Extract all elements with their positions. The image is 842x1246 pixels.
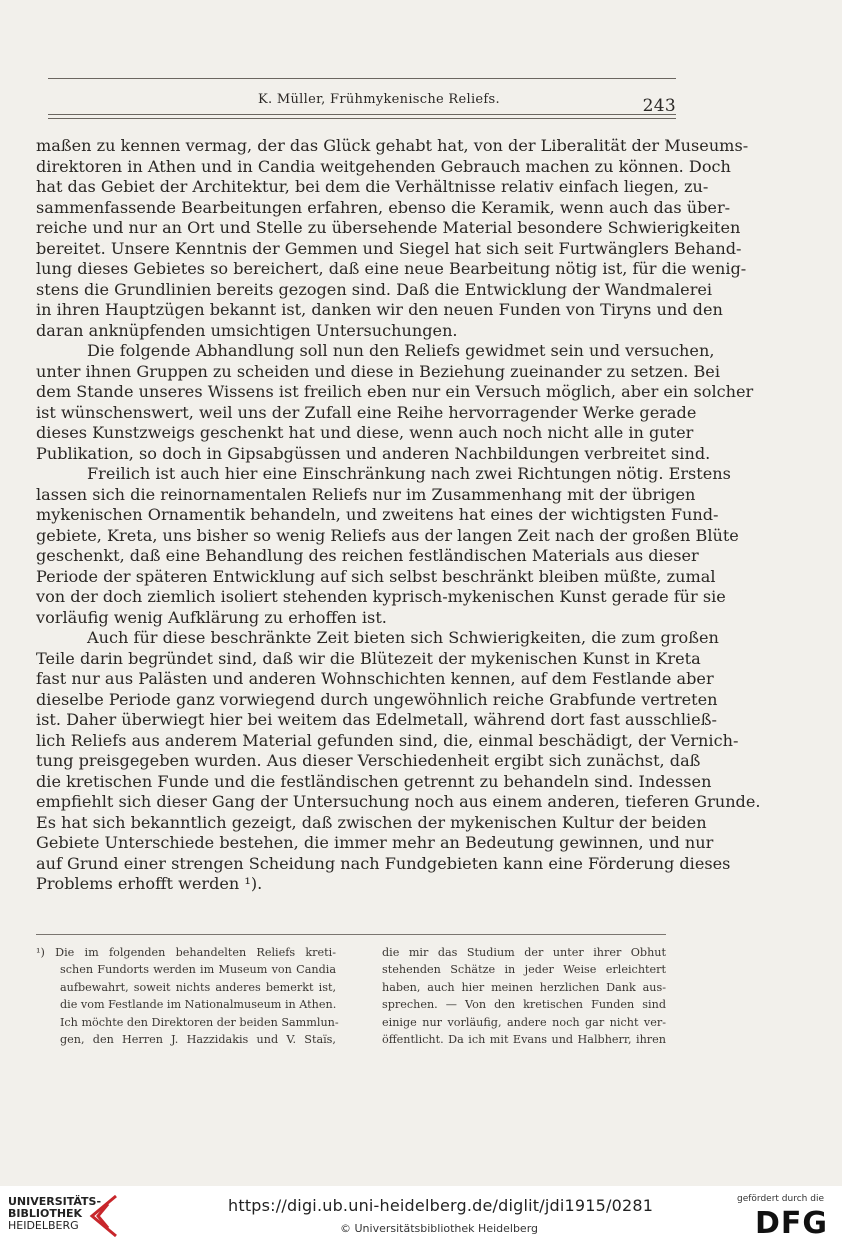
- body-line: direktoren in Athen und in Candia weitgehenden Gebrauch machen zu können. Doch: [36, 156, 731, 176]
- body-line: Publikation, so doch in Gipsabgüssen und anderen Nachbildungen verbreitet sind.: [36, 443, 711, 463]
- body-line: dem Stande unseres Wissens ist freilich eben nur ein Versuch möglich, aber ein solcher: [36, 382, 754, 401]
- footnote-line: Ich möchte den Direktoren der beiden Sammlun-: [60, 1015, 339, 1029]
- footnote-line: gen, den Herren J. Hazzidakis und V. Staïs,: [60, 1032, 336, 1046]
- footnote-line: schen Fundorts werden im Museum von Candia: [60, 963, 336, 977]
- page-number: 243: [642, 96, 676, 116]
- body-line: Auch für diese beschränkte Zeit bieten sich Schwierigkeiten, die zum großen: [87, 628, 719, 647]
- footnote-rule: [36, 934, 666, 935]
- library-name-line3: HEIDELBERG: [8, 1219, 79, 1232]
- body-line: die kretischen Funde und die festländischen getrennt zu behandeln sind. Indessen: [36, 771, 712, 791]
- body-line: lich Reliefs aus anderem Material gefunden sind, die, einmal beschädigt, der Vernich-: [36, 730, 739, 750]
- body-line: mykenischen Ornamentik behandeln, und zweitens hat eines der wichtigsten Fund-: [36, 505, 719, 524]
- dfg-logo[interactable]: DFG: [754, 1206, 828, 1241]
- library-emblem-icon: [86, 1194, 118, 1238]
- body-line: ist wünschenswert, weil uns der Zufall eine Reihe hervorragender Werke gerade: [36, 402, 697, 422]
- body-line: Periode der späteren Entwicklung auf sich selbst beschränkt bleiben müßte, zumal: [36, 566, 716, 586]
- body-line: hat das Gebiet der Architektur, bei dem die Verhältnisse relativ einfach liegen, zu-: [36, 177, 709, 196]
- running-head: [48, 90, 676, 116]
- body-line: dieses Kunstzweigs geschenkt hat und diese, wenn auch noch nicht alle in guter: [36, 423, 694, 442]
- body-line: auf Grund einer strengen Scheidung nach Fundgebieten kann eine Förderung dieses: [36, 853, 731, 873]
- body-line: von der doch ziemlich isoliert stehenden kyprisch-mykenischen Kunst gerade für sie: [36, 587, 726, 606]
- footnote-line: haben, auch hier meinen herzlichen Dank aus-: [382, 980, 666, 994]
- body-line: vorläufig wenig Aufklärung zu erhoffen ist.: [36, 607, 387, 627]
- body-line: Es hat sich bekanntlich gezeigt, daß zwischen der mykenischen Kultur der beiden: [36, 812, 707, 832]
- footnote-column-right: [382, 944, 666, 1048]
- permalink-url[interactable]: https://digi.ub.uni-heidelberg.de/diglit/jdi1915/0281: [228, 1196, 654, 1215]
- funding-note: gefördert durch die: [737, 1194, 824, 1204]
- body-line: ist. Daher überwiegt hier bei weitem das Edelmetall, während dort fast ausschließ-: [36, 710, 717, 729]
- viewer-footer: [0, 1186, 842, 1246]
- footnote-line: ¹) Die im folgenden behandelten Reliefs kreti-: [36, 946, 336, 959]
- body-line: tung preisgegeben wurden. Aus dieser Verschiedenheit ergibt sich zunächst, daß: [36, 751, 701, 770]
- body-text: [36, 136, 761, 895]
- body-line: gebiete, Kreta, uns bisher so wenig Reliefs aus der langen Zeit nach der großen Blüte: [36, 525, 739, 545]
- footnote-line: einige nur vorläufig, andere noch gar nicht ver-: [382, 1015, 666, 1029]
- header-rule: [48, 114, 676, 115]
- footnote-line: aufbewahrt, soweit nichts anderes bemerkt ist,: [60, 980, 336, 994]
- body-line: geschenkt, daß eine Behandlung des reichen festländischen Materials aus dieser: [36, 546, 699, 565]
- footnote-line: stehenden Schätze in jeder Weise erleichtert: [382, 963, 666, 977]
- running-title: K. Müller, Frühmykenische Reliefs.: [258, 92, 500, 107]
- footnote-column-left: [36, 944, 339, 1048]
- body-line: bereitet. Unsere Kenntnis der Gemmen und Siegel hat sich seit Furtwänglers Behand-: [36, 238, 742, 258]
- body-line: maßen zu kennen vermag, der das Glück gehabt hat, von der Liberalität der Museums-: [36, 136, 749, 155]
- body-line: Freilich ist auch hier eine Einschränkung nach zwei Richtungen nötig. Erstens: [87, 464, 731, 483]
- body-line: dieselbe Periode ganz vorwiegend durch ungewöhnlich reiche Grabfunde vertreten: [36, 689, 718, 709]
- body-line: Die folgende Abhandlung soll nun den Reliefs gewidmet sein und versuchen,: [87, 341, 715, 360]
- footnote-line: die mir das Studium der unter ihrer Obhut: [382, 946, 666, 959]
- body-line: daran anknüpfenden umsichtigen Untersuchungen.: [36, 320, 458, 340]
- copyright-notice: © Universitätsbibliothek Heidelberg: [340, 1222, 539, 1235]
- library-name-line1: UNIVERSITÄTS-: [8, 1195, 102, 1208]
- body-line: Teile darin begründet sind, daß wir die Blütezeit der mykenischen Kunst in Kreta: [36, 648, 701, 668]
- top-rule: [48, 78, 676, 79]
- body-line: in ihren Hauptzügen bekannt ist, danken wir den neuen Funden von Tiryns und den: [36, 300, 723, 319]
- body-line: lassen sich die reinornamentalen Reliefs nur im Zusammenhang mit der übrigen: [36, 484, 696, 504]
- header-rule-double: [48, 118, 676, 119]
- body-line: unter ihnen Gruppen zu scheiden und diese in Beziehung zueinander zu setzen. Bei: [36, 361, 720, 381]
- body-line: fast nur aus Palästen und anderen Wohnschichten kennen, auf dem Festlande aber: [36, 669, 714, 688]
- library-name-line2: BIBLIOTHEK: [8, 1207, 83, 1220]
- body-line: empfiehlt sich dieser Gang der Untersuchung noch aus einem anderen, tieferen Grunde.: [36, 792, 761, 811]
- body-line: sammenfassende Bearbeitungen erfahren, ebenso die Keramik, wenn auch das über-: [36, 197, 731, 217]
- body-line: Gebiete Unterschiede bestehen, die immer mehr an Bedeutung gewinnen, und nur: [36, 833, 714, 852]
- body-line: stens die Grundlinien bereits gezogen sind. Daß die Entwicklung der Wandmalerei: [36, 279, 713, 299]
- body-line: reiche und nur an Ort und Stelle zu übersehende Material besondere Schwierigkeiten: [36, 218, 741, 237]
- footnote-line: die vom Festlande im Nationalmuseum in Athen.: [60, 998, 337, 1012]
- body-line: lung dieses Gebietes so bereichert, daß eine neue Bearbeitung nötig ist, für die wenig-: [36, 259, 747, 278]
- footnote-line: sprechen. — Von den kretischen Funden sind: [382, 998, 666, 1012]
- body-line: Problems erhofft werden ¹).: [36, 874, 263, 893]
- footnote-line: öffentlicht. Da ich mit Evans und Halbherr, ihren: [382, 1032, 666, 1046]
